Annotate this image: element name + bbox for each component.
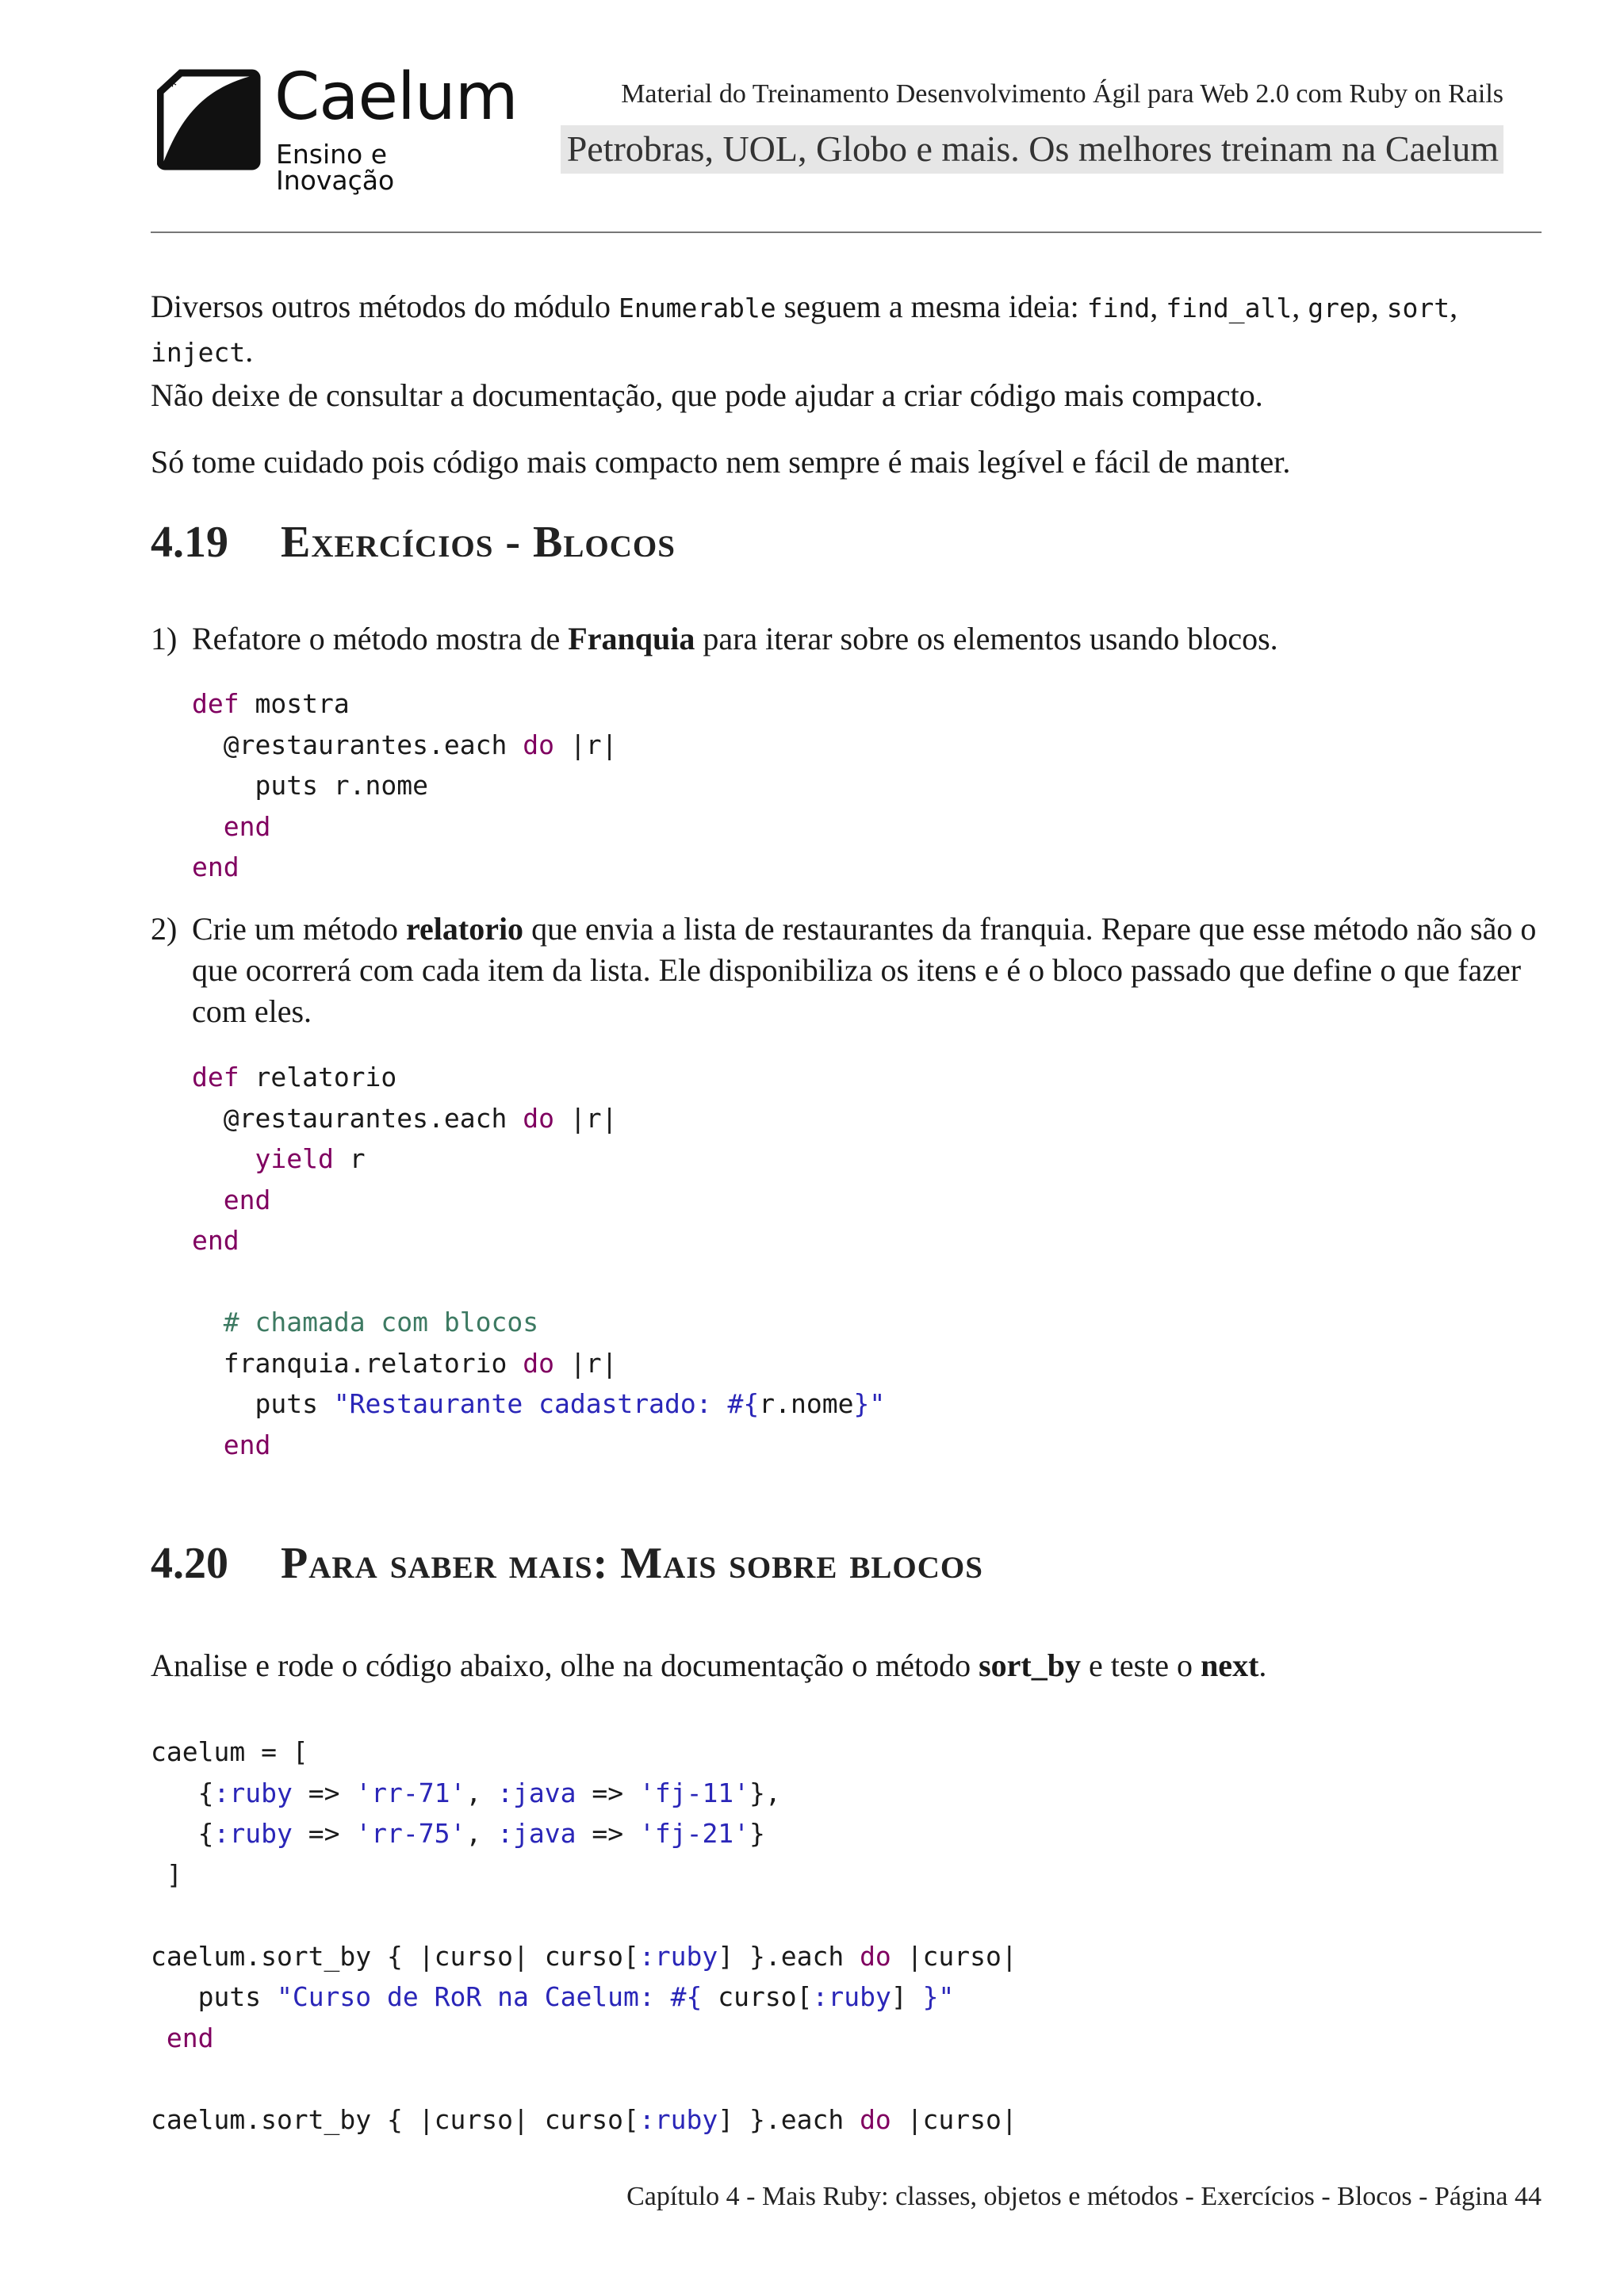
logo-name: Caelum [274,59,518,135]
code-symbol: :java [497,1777,576,1808]
exercise-item-2 [151,909,1542,1035]
section-paragraph [151,1644,1542,1687]
text-run: que envia a lista de restaurantes da franquia. Repare que esse método não são o que ocorrerá com cada item da lista. Ele disponibiliza os itens e é o bloco passado que define o que fazer com eles. [192,911,1537,1029]
text-run: seguem a mesma ideia: [776,289,1087,324]
bold-term: Franquia [568,621,695,656]
code-text: => [292,1818,356,1849]
section-title: Para saber mais: Mais sobre blocos [281,1539,983,1588]
code-text: ] }.each [718,1940,860,1972]
exercise-text [192,909,1542,1032]
section-number: 4.20 [151,1539,228,1588]
code-keyword: do [860,1940,891,1972]
intro-paragraph-2: Só tome cuidado pois código mais compacto nem sempre é mais legível e fácil de manter. [151,444,1291,480]
code-symbol: :ruby [812,1981,891,2012]
code-text: => [576,1777,639,1808]
logo-subtitle: Ensino e Inovação [276,139,395,196]
code-text: r [333,1143,366,1174]
code-keyword: do [523,729,554,760]
code-text: curso[ [702,1981,813,2012]
code-text: { [151,1818,214,1849]
caelum-logo [157,59,518,196]
code-string: "Restaurante cadastrado: #{ [333,1388,760,1419]
code-symbol: :ruby [638,1940,718,1972]
intro-paragraph-1: Diversos outros métodos do módulo Enumerable seguem a mesma ideia: find, find_all, grep, sort, inject. Não deixe de consultar a documentação, que pode ajudar a criar código mais compacto. [151,289,1458,413]
page-footer: Capítulo 4 - Mais Ruby: classes, objetos e métodos - Exercícios - Blocos - Página 44 [626,2182,1542,2211]
code-symbol: :ruby [213,1777,293,1808]
code-text: |curso| [891,2103,1017,2135]
list-marker: 2) [151,911,178,947]
code-text: @restaurantes.each [192,729,523,760]
code-text: puts [192,1388,334,1419]
code-text: franquia.relatorio [192,1347,523,1379]
code-text: , [465,1818,498,1849]
code-text: ] [151,1858,182,1890]
section-heading-4-20 [151,1538,983,1589]
code-keyword: end [223,1429,271,1460]
code-block-sort-by [151,1732,1017,2140]
code-string: 'rr-75' [355,1818,466,1849]
code-text: ] [891,1981,923,2012]
code-block-mostra [192,683,617,888]
bold-term: next [1201,1647,1259,1683]
code-keyword: yield [255,1143,334,1174]
code-symbol: :java [497,1818,576,1849]
code-string: 'fj-21' [638,1818,750,1849]
code-keyword: end [223,810,271,842]
code-text: ] }.each [718,2103,860,2135]
code-string: }" [922,1981,955,2012]
code-keyword: end [223,1184,271,1215]
code-keyword: def [192,1062,239,1093]
text-run: Diversos outros métodos do módulo [151,289,619,324]
code-text: |r| [553,729,618,760]
code-text: mostra [239,688,350,719]
code-string: 'rr-71' [355,1777,466,1808]
text-run: Analise e rode o código abaixo, olhe na documentação o método [151,1647,979,1683]
code-text: relatorio [239,1062,397,1093]
inline-code: grep [1308,293,1371,323]
text-run: e teste o [1081,1647,1201,1683]
text-run: Crie um método [192,911,406,947]
inline-code: find_all [1166,293,1293,323]
bold-term: relatorio [405,911,524,947]
code-text: |curso| [891,1940,1017,1972]
header-divider [151,232,1542,233]
code-text: }, [749,1777,781,1808]
code-text: caelum.sort_by { |curso| curso[ [151,2103,639,2135]
code-text: puts r.nome [192,770,429,801]
section-heading-4-19 [151,517,676,568]
code-text: puts [151,1981,277,2012]
intro-block [151,285,1542,484]
inline-code: find [1086,293,1151,323]
code-text: caelum = [ [151,1736,308,1767]
code-text: |r| [553,1347,618,1379]
caelum-logo-icon [157,68,262,173]
list-marker: 1) [151,621,178,656]
code-text: => [576,1818,639,1849]
code-text: @restaurantes.each [192,1102,523,1134]
code-keyword: do [523,1102,554,1134]
svg-text:*: * [168,77,177,97]
code-text: |r| [553,1102,618,1134]
code-comment: # chamada com blocos [223,1307,539,1337]
inline-code: Enumerable [618,293,776,323]
bold-term: sort_by [979,1647,1081,1683]
code-block-relatorio [192,1057,885,1465]
code-text: } [749,1818,765,1849]
code-symbol: :ruby [638,2103,718,2135]
code-keyword: do [523,1347,554,1379]
code-keyword: end [192,851,239,882]
section-number: 4.19 [151,518,228,567]
code-keyword: do [860,2103,891,2135]
code-text: r.nome [759,1388,854,1419]
code-symbol: :ruby [213,1818,293,1849]
text-run: para iterar sobre os elementos usando blocos. [695,621,1278,656]
code-keyword: def [192,688,239,719]
course-title: Material do Treinamento Desenvolvimento Ágil para Web 2.0 com Ruby on Rails [621,79,1503,109]
header-tagline: Petrobras, UOL, Globo e mais. Os melhores treinam na Caelum [561,125,1503,174]
inline-code: sort [1386,293,1450,323]
code-text [151,2022,167,2053]
text-run: Não deixe de consultar a documentação, que pode ajudar a criar código mais compacto. [151,377,1263,413]
exercise-item-1 [151,618,1542,666]
inline-code: inject [151,337,246,368]
code-text: => [292,1777,356,1808]
section-title: Exercícios - Blocos [281,518,676,567]
exercise-text [192,618,1542,660]
code-text: , [465,1777,498,1808]
code-keyword: end [166,2022,214,2053]
code-string: "Curso de RoR na Caelum: #{ [276,1981,703,2012]
code-keyword: end [192,1225,239,1256]
code-text: { [151,1777,214,1808]
code-string: }" [853,1388,886,1419]
code-text: caelum.sort_by { |curso| curso[ [151,1940,639,1972]
code-string: 'fj-11' [638,1777,750,1808]
text-run: Refatore o método mostra de [192,621,569,656]
text-run: . [1258,1647,1267,1683]
